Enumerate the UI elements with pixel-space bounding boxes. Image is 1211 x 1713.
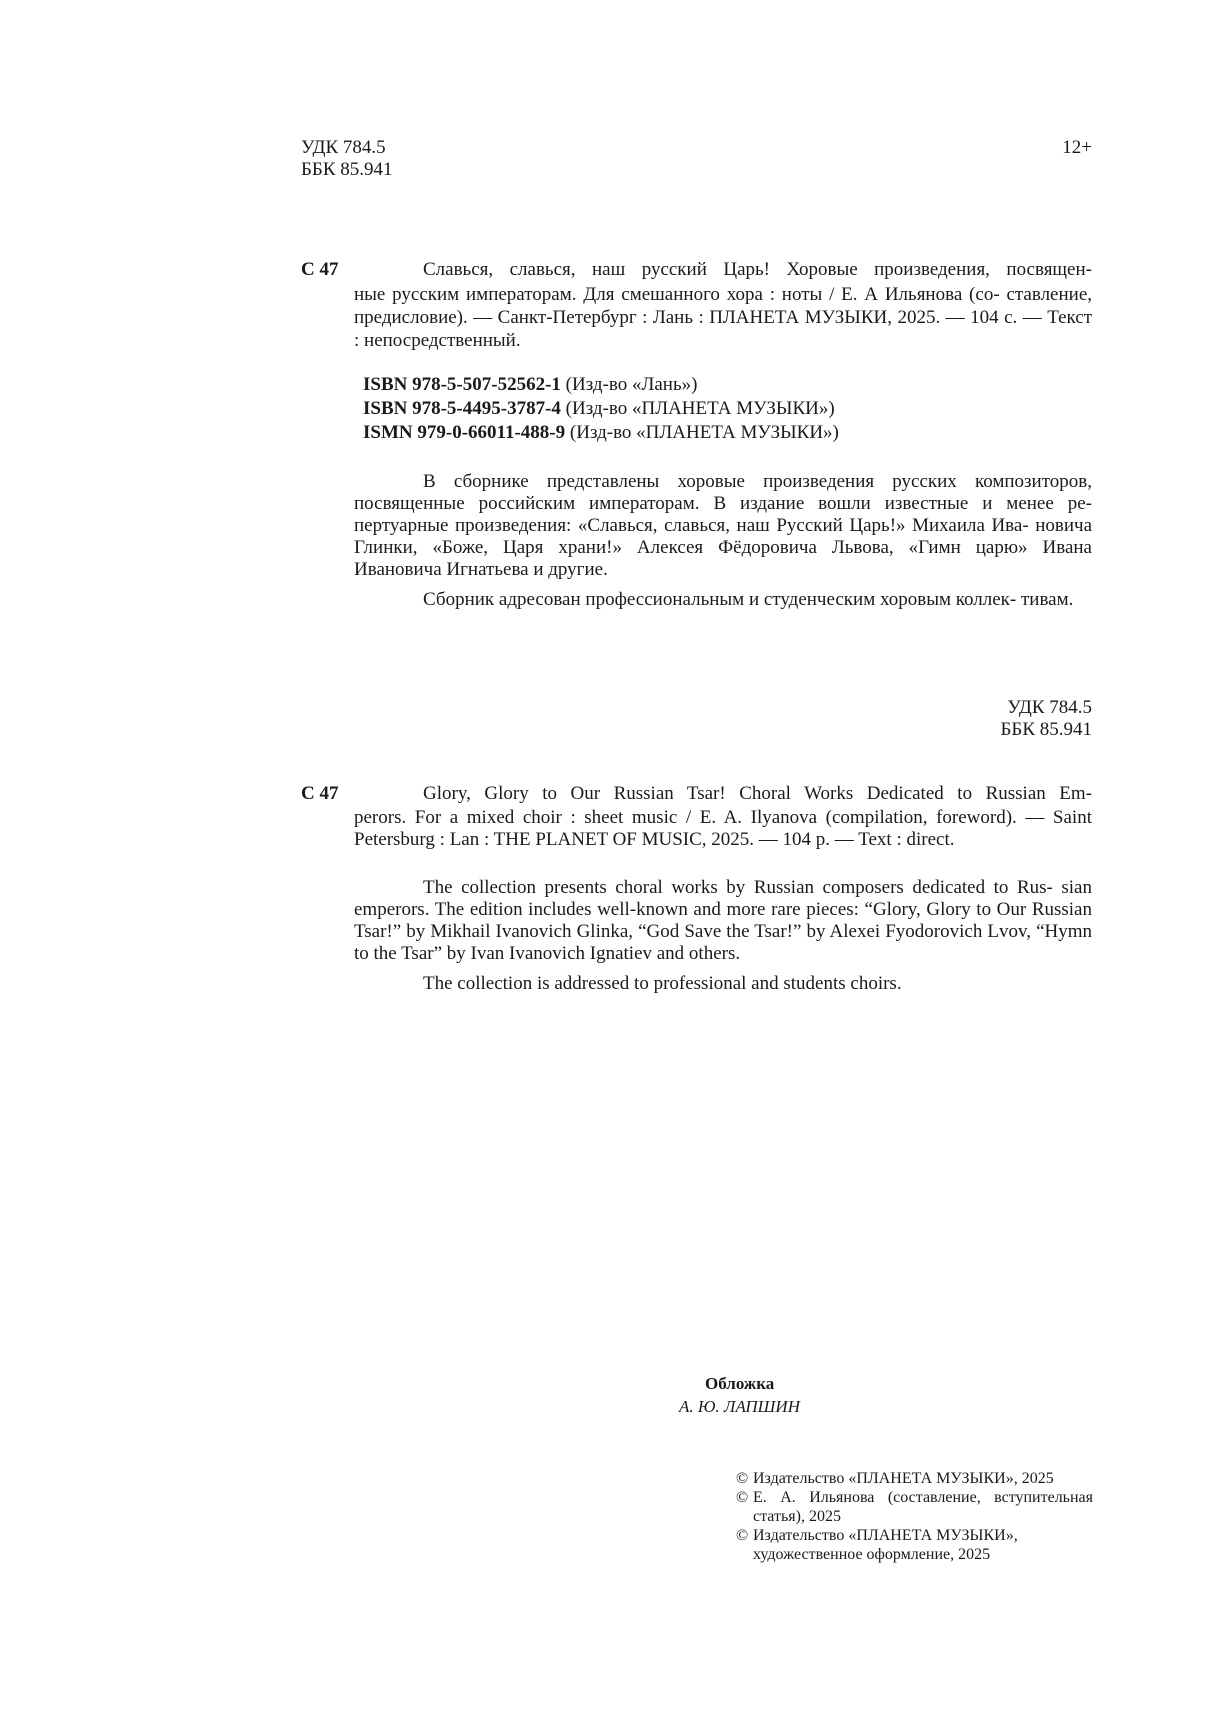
age-rating: 12+ [1062,137,1092,158]
udk-code: УДК 784.5 [1007,697,1092,718]
copyright-line: © Е. А. Ильянова (составление, вступительная статья), 2025 [736,1489,1093,1525]
ismn-item: ISMN 979-0-66011-488-9 (Изд-во «ПЛАНЕТА МУЗЫКИ») [363,422,839,443]
isbn-item: ISBN 978-5-4495-3787-4 (Изд-во «ПЛАНЕТА МУЗЫКИ») [363,398,835,419]
audience-ru: Сборник адресован профессиональным и студенческим хоровым коллек- тивам. [423,589,1074,610]
cover-credit-label: Обложка [705,1374,775,1393]
audience-en: The collection is addressed to professional and students choirs. [423,973,902,994]
abstract-ru: В сборнике представлены хоровые произведения русских композиторов, посвященные российским императорам. В издание вошли известные и менее ре- пертуарные произведения: «Славься, славься, наш Русский Царь!» Михаила Ива- новича Глинки, «Боже, Царя храни!» Алексея Фёдоровича Львова, «Гимн царю» Ивана Ивановича Игнатьева и другие. [354,471,1092,580]
author-sign-ru: С 47 [301,259,339,280]
cover-artist-name: А. Ю. ЛАПШИН [679,1397,800,1416]
copyright-line: © Издательство «ПЛАНЕТА МУЗЫКИ», художественное оформление, 2025 [736,1527,1018,1563]
bibliographic-description-ru: ные русским императорам. Для смешанного хора : ноты / Е. А Ильянова (со- ставление, предисловие). — Санкт-Петербург : Лань : ПЛАНЕТА МУЗЫКИ, 2025. — 104 с. — Текст : непосредственный. [354,284,1092,351]
isbn-item: ISBN 978-5-507-52562-1 (Изд-во «Лань») [363,374,698,395]
classification-codes-top [301,137,393,181]
classification-codes-bottom [1001,697,1093,741]
bibliographic-description-en: perors. For a mixed choir : sheet music / E. A. Ilyanova (compilation, foreword). — Saint Petersburg : Lan : THE PLANET OF MUSIC, 2025. — 104 p. — Text : direct. [354,807,1092,850]
abstract-en: The collection presents choral works by Russian composers dedicated to Rus- sian emperors. The edition includes well-known and more rare pieces: “Glory, Glory to Our Russian Tsar!” by Mikhail Ivanovich Glinka, “God Save the Tsar!” by Alexei Fyodorovich Lvov, “Hymn to the Tsar” by Ivan Ivanovich Ignatiev and others. [354,877,1092,964]
author-sign-en: С 47 [301,783,339,804]
bbk-code: ББК 85.941 [1000,719,1092,740]
copyright-line: © Издательство «ПЛАНЕТА МУЗЫКИ», 2025 [736,1470,1054,1487]
title-line-en: Glory, Glory to Our Russian Tsar! Choral Works Dedicated to Russian Em- [423,783,1092,804]
bbk-code: ББК 85.941 [301,159,393,180]
title-line-ru: Славься, славься, наш русский Царь! Хоровые произведения, посвящен- [423,259,1092,280]
udk-code: УДК 784.5 [301,137,386,158]
isbn-list [363,373,839,445]
